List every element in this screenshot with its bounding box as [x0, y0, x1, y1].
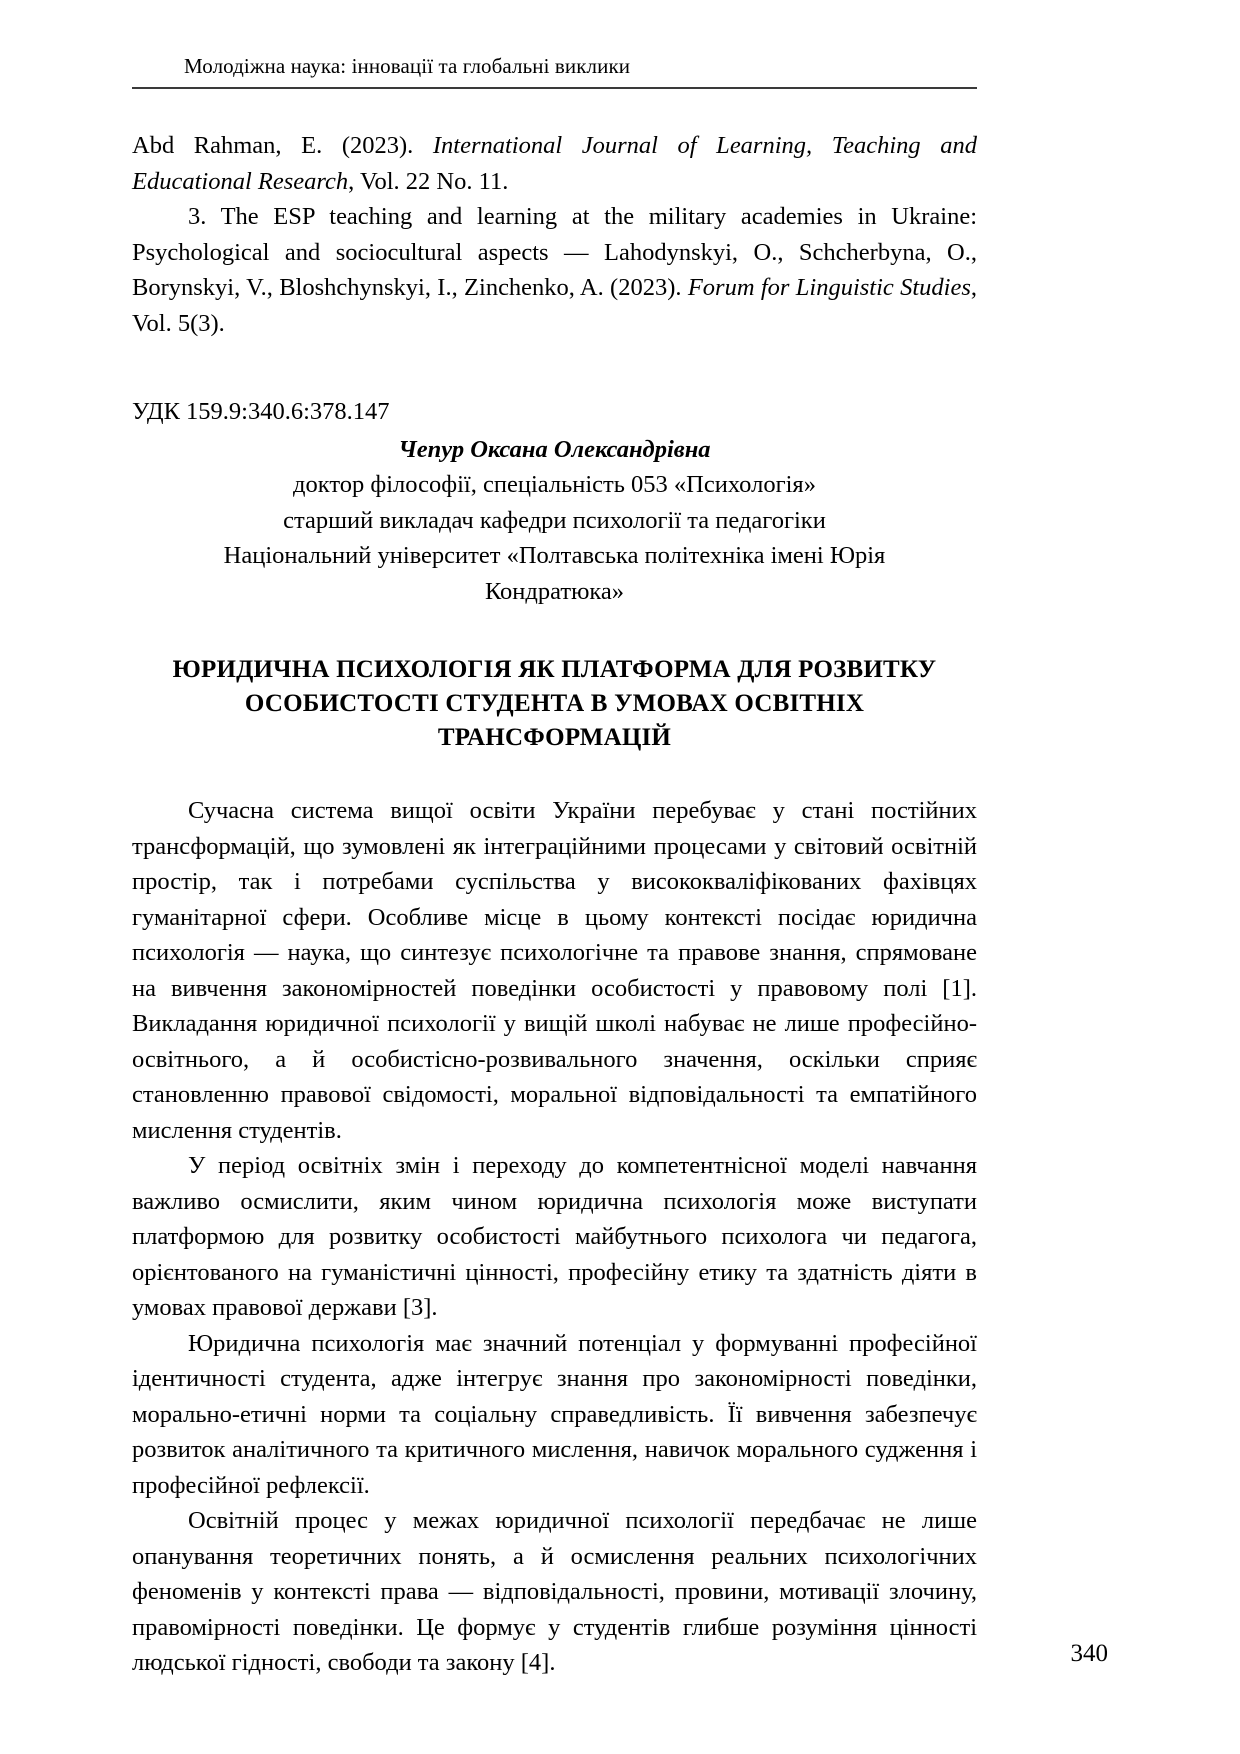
article-title-line-2: ОСОБИСТОСТІ СТУДЕНТА В УМОВАХ ОСВІТНІХ: [244, 690, 865, 717]
author-affiliation-line-2: Кондратюка»: [484, 577, 625, 605]
article-body: [132, 793, 977, 1681]
running-head-text: Молодіжна наука: інновації та глобальні виклики: [184, 54, 631, 78]
reference-continued-suffix: , Vol. 22 No. 11.: [348, 167, 509, 195]
author-block: [132, 432, 977, 610]
reference-3-prefix: 3. The ESP teaching and learning at the military academies in Ukraine: Psychological and sociocultural aspects — Lahodynskyi, O., Schcherbyna, O., Borynskyi, V., Bloshchynskyi, I., Zinchenko, A. (2023).: [132, 203, 977, 301]
reference-continued-journal: International Journal of Learning, Teaching and Educational Research: [132, 132, 978, 195]
author-name: Чепур Оксана Олександрівна: [398, 435, 711, 463]
body-paragraph-4: Освітній процес у межах юридичної психології передбачає не лише опанування теоретичних понять, а й осмислення реальних психологічних феноменів у контексті права — відповідальності, провини, мотивації злочину, правомірності поведінки. Це формує у студентів глибше розуміння цінності людської гідності, свободи та закону [4].: [132, 1507, 977, 1676]
author-position: старший викладач кафедри психології та педагогіки: [283, 506, 826, 534]
page-content: [132, 128, 977, 1681]
author-degree: доктор філософії, спеціальність 053 «Психологія»: [293, 471, 816, 498]
udc-code: УДК 159.9:340.6:378.147: [132, 398, 390, 425]
reference-entry-continued: [132, 128, 977, 199]
reference-entry-3: [132, 199, 977, 341]
reference-3-suffix: , Vol. 5(3).: [132, 274, 977, 337]
author-affiliation-line-1: Національний університет «Полтавська політехніка імені Юрія: [223, 542, 886, 569]
article-title-line-3: ТРАНСФОРМАЦІЙ: [437, 724, 672, 751]
article-title-line-1: ЮРИДИЧНА ПСИХОЛОГІЯ ЯК ПЛАТФОРМА ДЛЯ РОЗВИТКУ: [172, 656, 937, 683]
article-title: [132, 653, 977, 755]
page-number: 340: [1070, 1640, 1108, 1667]
running-head: [132, 54, 977, 89]
reference-3-journal: Forum for Linguistic Studies: [687, 274, 971, 301]
reference-continued-prefix: Abd Rahman, E. (2023).: [132, 132, 433, 159]
running-head-rule: [132, 87, 977, 89]
body-paragraph-2: У період освітніх змін і переходу до компетентнісної моделі навчання важливо осмислити, яким чином юридична психологія може виступати платформою для розвитку особистості майбутнього психолога чи педагога, орієнтованого на гуманістичні цінності, професійну етику та здатність діяти в умовах правової держави [3].: [132, 1152, 977, 1321]
udc-block: [132, 394, 977, 430]
references-tail: [132, 128, 977, 341]
body-paragraph-1: Сучасна система вищої освіти України перебуває у стані постійних трансформацій, що зумовлені як інтеграційними процесами у світовий освітній простір, так і потребами суспільства у висококваліфікованих фахівцях гуманітарної сфери. Особливе місце в цьому контексті посідає юридична психологія — наука, що синтезує психологічне та правове знання, спрямоване на вивчення закономірностей поведінки особистості у правовому полі [1]. Викладання юридичної психології у вищій школі набуває не лише професійно-освітнього, а й особистісно-розвивального значення, оскільки сприяє становленню правової свідомості, моральної відповідальності та емпатійного мислення студентів.: [132, 797, 977, 1144]
body-paragraph-3: Юридична психологія має значний потенціал у формуванні професійної ідентичності студента, адже інтегрує знання про закономірності поведінки, морально-етичні норми та соціальну справедливість. Її вивчення забезпечує розвиток аналітичного та критичного мислення, навичок морального судження і професійної рефлексії.: [132, 1329, 977, 1499]
